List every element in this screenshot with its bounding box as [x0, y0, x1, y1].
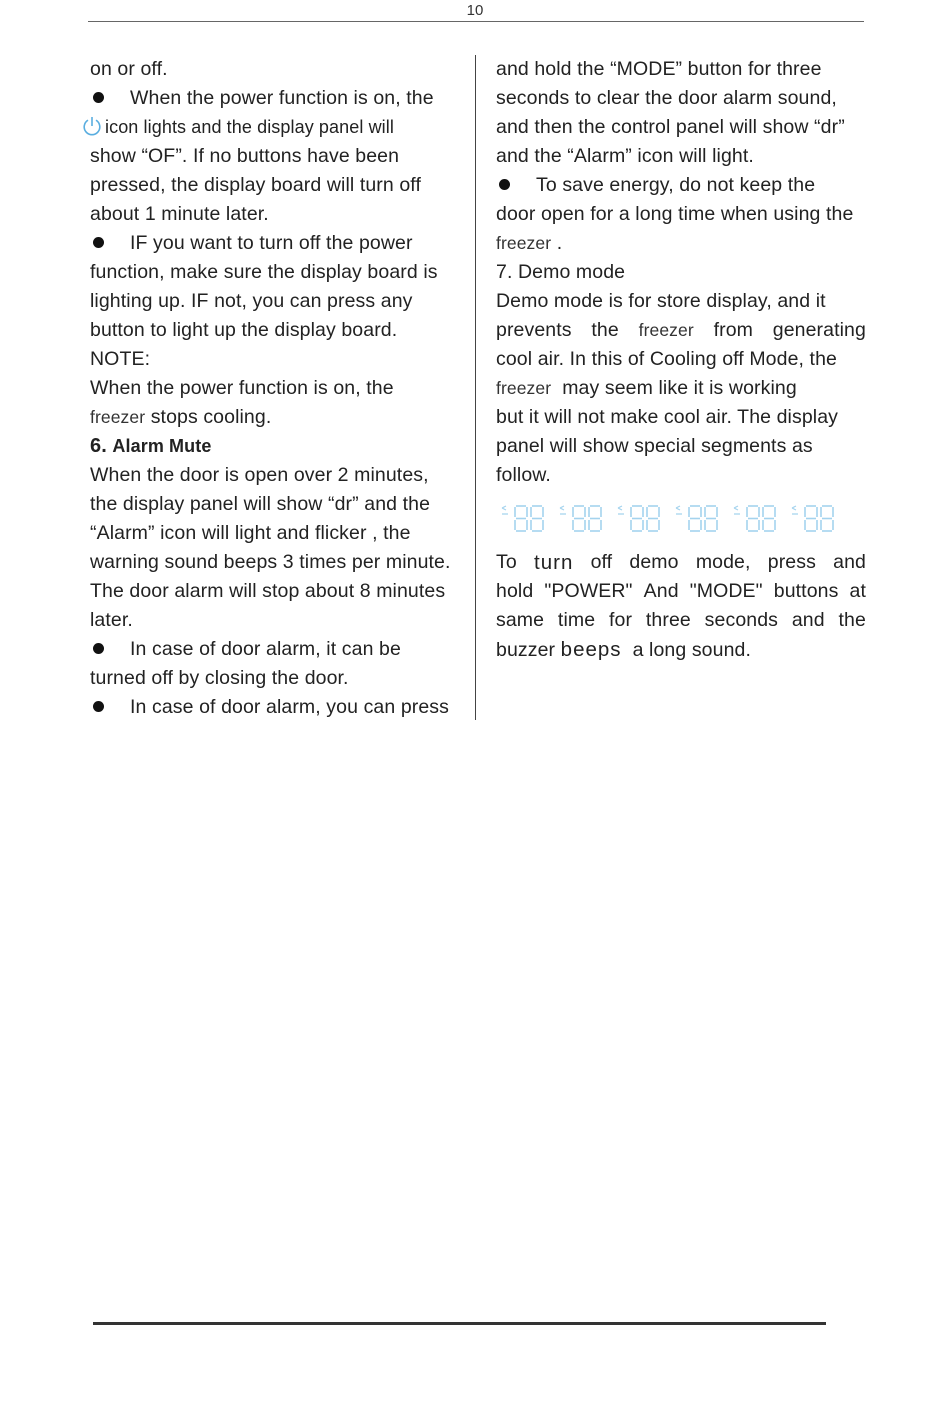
text-line: freezer may seem like it is working: [496, 377, 797, 399]
text-line: and hold the “MODE” button for three: [496, 58, 822, 80]
demo-segment-displays: [496, 490, 866, 548]
bullet-item: In case of door alarm, it can be: [90, 635, 470, 664]
bullet-icon: [93, 701, 104, 712]
text-line: the display panel will show “dr” and the: [90, 493, 431, 515]
text-line: panel will show special segments as: [496, 435, 813, 457]
seven-segment-display-icon: [732, 504, 778, 534]
text-line: show “OF”. If no buttons have been: [90, 145, 400, 167]
text-line: “Alarm” icon will light and flicker , the: [90, 522, 411, 544]
text-line: turned off by closing the door.: [90, 667, 349, 689]
seven-segment-display-icon: [558, 504, 604, 534]
text-line: freezer stops cooling.: [90, 406, 272, 428]
text-line: Demo mode is for store display, and it: [496, 290, 826, 312]
section-heading: 7. Demo mode: [496, 261, 626, 283]
left-column: [90, 55, 470, 722]
text-line: later.: [90, 609, 133, 631]
text-line: but it will not make cool air. The display: [496, 406, 839, 428]
page-number: 10: [466, 2, 484, 19]
bullet-item: To save energy, do not keep the: [496, 171, 866, 200]
text-line: freezer .: [496, 232, 563, 254]
text-line: seconds to clear the door alarm sound,: [496, 87, 837, 109]
bullet-icon: [499, 179, 510, 190]
text-line: function, make sure the display board is: [90, 261, 438, 283]
text-line: button to light up the display board.: [90, 319, 398, 341]
section-heading: 6. Alarm Mute: [90, 435, 212, 457]
seven-segment-display-icon: [500, 504, 546, 534]
text-line: same time for three seconds and the: [496, 609, 866, 631]
text-line: follow.: [496, 464, 551, 486]
text-line: pressed, the display board will turn off: [90, 174, 421, 196]
note-label: NOTE:: [90, 348, 151, 370]
text-line: about 1 minute later.: [90, 203, 269, 225]
seven-segment-display-icon: [616, 504, 662, 534]
text-line: hold "POWER" And "MODE" buttons at: [496, 580, 866, 602]
header-rule: [88, 21, 864, 22]
text-line: buzzer beeps a long sound.: [496, 638, 751, 661]
text-line: icon lights and the display panel will: [90, 113, 470, 142]
seven-segment-display-icon: [790, 504, 836, 534]
bullet-item: IF you want to turn off the power: [90, 229, 470, 258]
text-line: on or off.: [90, 58, 168, 80]
text-line: cool air. In this of Cooling off Mode, the: [496, 348, 837, 370]
seven-segment-display-icon: [674, 504, 720, 534]
footer-rule: [93, 1322, 826, 1325]
text-line: The door alarm will stop about 8 minutes: [90, 580, 446, 602]
bullet-icon: [93, 643, 104, 654]
text-line: To turn off demo mode, press and: [496, 551, 866, 574]
text-line: and then the control panel will show “dr”: [496, 116, 845, 138]
bullet-item: In case of door alarm, you can press: [90, 693, 470, 722]
text-line: and the “Alarm” icon will light.: [496, 145, 754, 167]
bullet-icon: [93, 92, 104, 103]
text-line: door open for a long time when using the: [496, 203, 854, 225]
text-line: lighting up. IF not, you can press any: [90, 290, 413, 312]
text-line: When the power function is on, the: [90, 377, 394, 399]
bullet-item: When the power function is on, the: [90, 84, 470, 113]
right-column: [496, 55, 866, 664]
column-divider: [475, 55, 476, 720]
text-line: warning sound beeps 3 times per minute.: [90, 551, 451, 573]
bullet-icon: [93, 237, 104, 248]
text-line: prevents the freezer from generating: [496, 319, 866, 341]
text-line: When the door is open over 2 minutes,: [90, 464, 429, 486]
power-icon: [82, 116, 102, 136]
